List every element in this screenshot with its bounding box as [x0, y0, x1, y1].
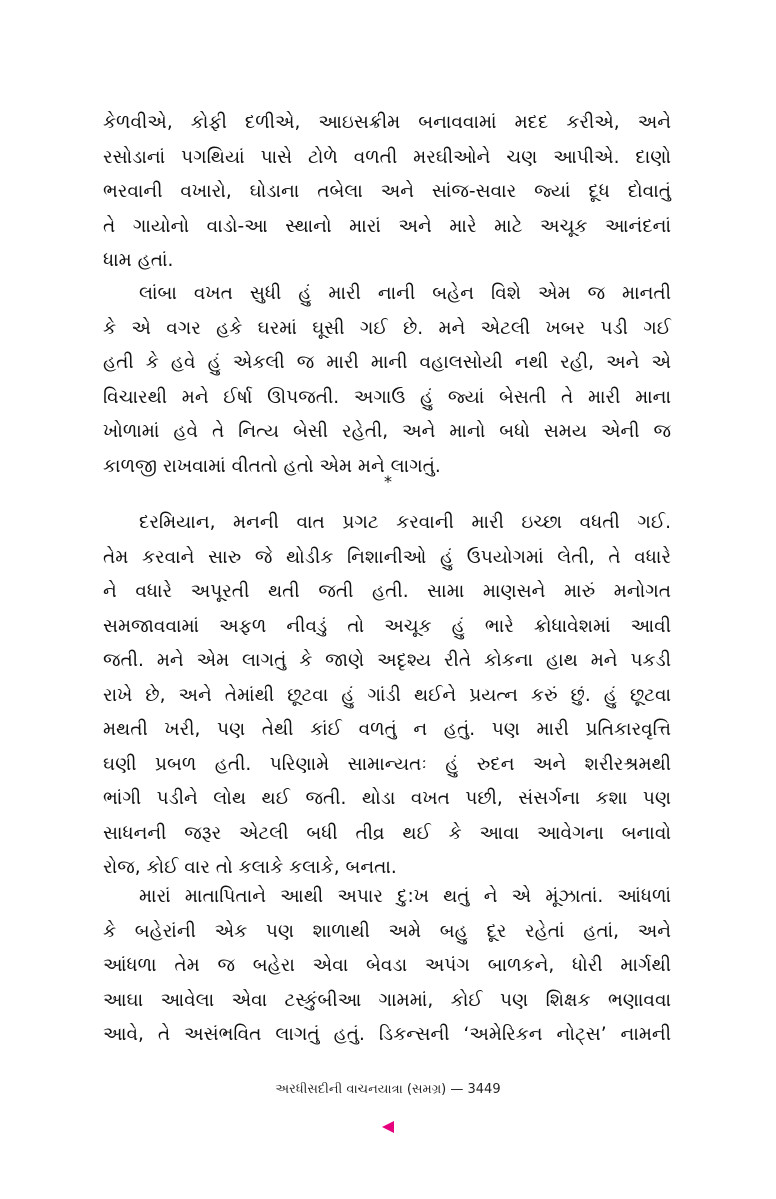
triangle-left-icon	[380, 1119, 396, 1135]
paragraph-1	[103, 106, 671, 279]
paragraph-4	[103, 880, 671, 1053]
paragraph-3	[103, 506, 671, 886]
text-line: આવે, તે અસંભવિત લાગતું હતું. ડિકન્સની ‘અમેરિકન નોટ્સ’ નામની	[103, 1024, 671, 1045]
text-line: વિચારથી મને ઈર્ષા ઊપજતી. અગાઉ હું જ્યાં બેસતી તે મારી માના	[103, 386, 671, 408]
text-line: કે બહેરાંની એક પણ શાળાથી અમે બહુ દૂર રહેતાં હતાં, અને	[103, 920, 671, 942]
text-line: રાખે છે, અને તેમાંથી છૂટવા હું ગાંડી થઈને પ્રયત્ન કરું છું. હું છૂટવા	[103, 684, 671, 706]
text-line: મથતી ખરી, પણ તેથી કાંઈ વળતું ન હતું. પણ મારી પ્રતિકારવૃત્તિ	[103, 719, 671, 740]
text-line: સમજાવવામાં અફળ નીવડું તો અચૂક હું ભારે ક્રોધાવેશમાં આવી	[103, 615, 671, 637]
text-line: ધામ હતાં.	[103, 250, 174, 271]
text-line: રસોડાનાં પગથિયાં પાસે ટોળે વળતી મરઘીઓને ચણ આપીએ. દાણો	[103, 146, 671, 168]
text-line: મારાં માતાપિતાને આથી અપાર દુ:ખ થતું ને એ મૂંઝાતાં. આંધળાં	[139, 886, 671, 907]
text-line: ભરવાની વખારો, ઘોડાના તબેલા અને સાંજ-સવાર જ્યાં દૂધ દોવાતું	[103, 181, 671, 202]
text-line: ભાંગી પડીને લોથ થઈ જતી. થોડા વખત પછી, સંસર્ગના કશા પણ	[103, 788, 671, 809]
paragraph-2	[103, 277, 671, 484]
text-line: દરમિયાન, મનની વાત પ્રગટ કરવાની મારી ઇચ્છા વધતી ગઈ.	[139, 512, 671, 533]
page-footer: અરધીસદીની વાચનયાત્રા (સમગ્ર) — 3449	[275, 1082, 501, 1097]
text-line: જતી. મને એમ લાગતું કે જાણે અદૃશ્ય રીતે કોકના હાથ મને પકડી	[103, 650, 671, 671]
text-line: આંધળા તેમ જ બહેરા એવા બેવડા અપંગ બાળકને, ધોરી માર્ગથી	[103, 955, 671, 976]
text-line: કાળજી રાખવામાં વીતતો હતો એમ મને લાગતું.	[103, 455, 441, 477]
previous-page-button[interactable]	[380, 1119, 396, 1135]
text-line: રોજ, કોઈ વાર તો કલાકે કલાકે, બનતા.	[103, 857, 397, 878]
section-separator: *	[384, 472, 392, 491]
text-line: આઘા આવેલા એવા ટસ્કુંબીઆ ગામમાં, કોઈ પણ શિક્ષક ભણાવવા	[103, 989, 671, 1011]
text-line: લાંબા વખત સુધી હું મારી નાની બહેન વિશે એમ જ માનતી	[139, 283, 671, 304]
text-line: સાધનની જરૂર એટલી બધી તીવ્ર થઈ કે આવા આવેગના બનાવો	[103, 822, 671, 844]
text-line: ઘણી પ્રબળ હતી. પરિણામે સામાન્યતઃ હું રુદન અને શરીરશ્રમથી	[103, 753, 671, 775]
text-line: કેળવીએ, કોફી દળીએ, આઇસક્રીમ બનાવવામાં મદદ કરીએ, અને	[103, 112, 671, 133]
text-line: ખોળામાં હવે તે નિત્ય બેસી રહેતી, અને માનો બધો સમય એની જ	[103, 421, 671, 442]
text-line: કે એ વગર હકે ઘરમાં ઘૂસી ગઈ છે. મને એટલી ખબર પડી ગઈ	[103, 317, 671, 339]
text-line: ને વધારે અપૂરતી થતી જતી હતી. સામા માણસને મારું મનોગત	[103, 581, 671, 602]
text-line: હતી કે હવે હું એકલી જ મારી માની વહાલસોયી નથી રહી, અને એ	[103, 352, 671, 373]
text-line: તે ગાયોનો વાડો-આ સ્થાનો મારાં અને મારે માટે અચૂક આનંદનાં	[103, 215, 671, 237]
text-line: તેમ કરવાને સારુ જે થોડીક નિશાનીઓ હું ઉપયોગમાં લેતી, તે વધારે	[103, 546, 671, 568]
